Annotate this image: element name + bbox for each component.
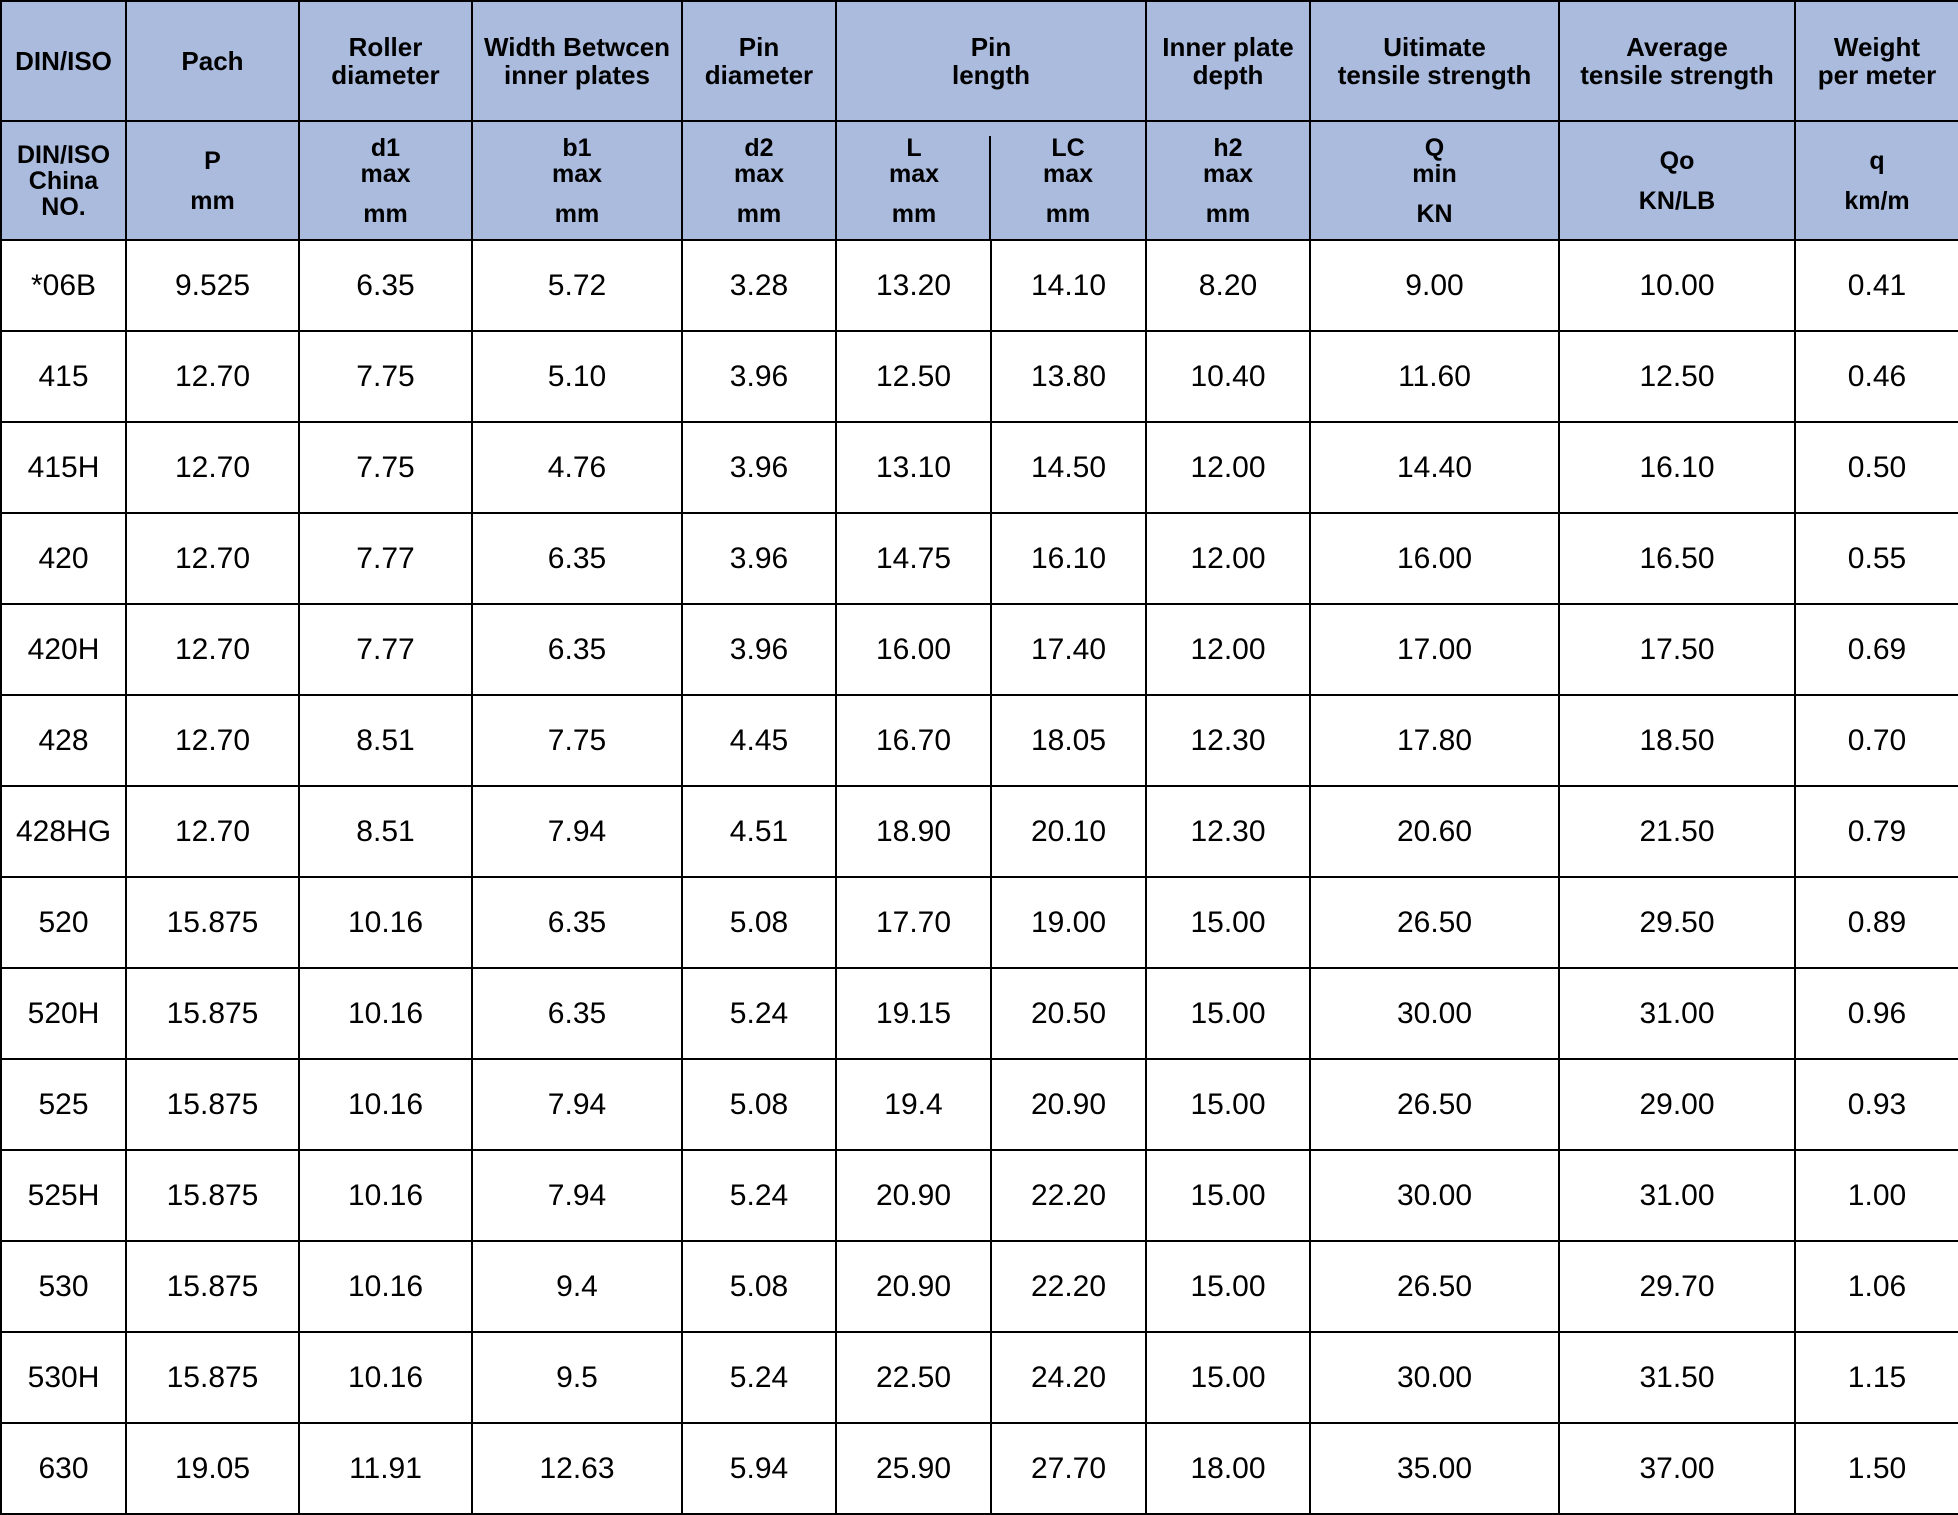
cell-average-strength: 16.10 [1559, 422, 1795, 513]
cell-pin-diameter: 5.08 [682, 1059, 836, 1150]
cell-inner-width: 12.63 [472, 1423, 682, 1514]
cell-pin-length-l: 19.4 [836, 1059, 991, 1150]
cell-average-strength: 31.00 [1559, 1150, 1795, 1241]
cell-inner-width: 5.10 [472, 331, 682, 422]
cell-average-strength: 16.50 [1559, 513, 1795, 604]
cell-roller-diameter: 10.16 [299, 877, 472, 968]
table-row [1, 1150, 1958, 1241]
cell-inner-width: 6.35 [472, 877, 682, 968]
cell-pitch: 19.05 [126, 1423, 299, 1514]
cell-roller-diameter: 7.77 [299, 513, 472, 604]
cell-pin-length-lc: 18.05 [991, 695, 1146, 786]
cell-pitch: 15.875 [126, 877, 299, 968]
cell-average-strength: 29.70 [1559, 1241, 1795, 1332]
cell-roller-diameter: 10.16 [299, 1059, 472, 1150]
cell-weight: 0.69 [1795, 604, 1958, 695]
table-row [1, 695, 1958, 786]
header-symbol-lc: LC max mm [991, 121, 1146, 240]
cell-pitch: 15.875 [126, 1241, 299, 1332]
table-row [1, 1423, 1958, 1514]
cell-pin-length-lc: 14.10 [991, 240, 1146, 331]
cell-pitch: 12.70 [126, 331, 299, 422]
cell-chain-no: 525 [1, 1059, 126, 1150]
table-row [1, 786, 1958, 877]
cell-ultimate-strength: 17.80 [1310, 695, 1559, 786]
cell-inner-width: 4.76 [472, 422, 682, 513]
cell-ultimate-strength: 30.00 [1310, 1150, 1559, 1241]
cell-pitch: 15.875 [126, 1332, 299, 1423]
cell-ultimate-strength: 14.40 [1310, 422, 1559, 513]
header-pin-diameter: Pin diameter [682, 1, 836, 121]
cell-pin-length-lc: 24.20 [991, 1332, 1146, 1423]
cell-pin-diameter: 3.28 [682, 240, 836, 331]
cell-ultimate-strength: 35.00 [1310, 1423, 1559, 1514]
header-symbol-q-min: Q min KN [1310, 121, 1559, 240]
cell-ultimate-strength: 16.00 [1310, 513, 1559, 604]
table-row [1, 513, 1958, 604]
cell-chain-no: 420 [1, 513, 126, 604]
cell-average-strength: 17.50 [1559, 604, 1795, 695]
cell-plate-depth: 15.00 [1146, 968, 1310, 1059]
cell-pin-length-l: 20.90 [836, 1150, 991, 1241]
cell-pin-length-lc: 22.20 [991, 1241, 1146, 1332]
cell-ultimate-strength: 20.60 [1310, 786, 1559, 877]
cell-pin-length-l: 12.50 [836, 331, 991, 422]
cell-roller-diameter: 8.51 [299, 786, 472, 877]
cell-average-strength: 12.50 [1559, 331, 1795, 422]
cell-plate-depth: 12.00 [1146, 604, 1310, 695]
cell-roller-diameter: 10.16 [299, 968, 472, 1059]
cell-roller-diameter: 8.51 [299, 695, 472, 786]
cell-pin-length-lc: 16.10 [991, 513, 1146, 604]
cell-weight: 0.79 [1795, 786, 1958, 877]
cell-ultimate-strength: 26.50 [1310, 877, 1559, 968]
cell-plate-depth: 12.00 [1146, 422, 1310, 513]
table-row [1, 604, 1958, 695]
cell-roller-diameter: 10.16 [299, 1241, 472, 1332]
cell-weight: 0.50 [1795, 422, 1958, 513]
cell-plate-depth: 15.00 [1146, 1241, 1310, 1332]
header-symbol-b1: b1 max mm [472, 121, 682, 240]
cell-pin-diameter: 5.24 [682, 968, 836, 1059]
cell-weight: 0.55 [1795, 513, 1958, 604]
cell-chain-no: 520H [1, 968, 126, 1059]
cell-plate-depth: 12.30 [1146, 695, 1310, 786]
table-row [1, 1059, 1958, 1150]
cell-weight: 0.93 [1795, 1059, 1958, 1150]
cell-chain-no: 520 [1, 877, 126, 968]
header-row-titles [1, 1, 1958, 121]
cell-pin-length-lc: 20.10 [991, 786, 1146, 877]
cell-average-strength: 21.50 [1559, 786, 1795, 877]
cell-pin-diameter: 3.96 [682, 331, 836, 422]
cell-plate-depth: 18.00 [1146, 1423, 1310, 1514]
cell-pitch: 12.70 [126, 422, 299, 513]
header-roller-diameter: Roller diameter [299, 1, 472, 121]
header-row-symbols [1, 121, 1958, 240]
header-inner-plate-depth: Inner plate depth [1146, 1, 1310, 121]
cell-inner-width: 7.94 [472, 786, 682, 877]
cell-inner-width: 9.4 [472, 1241, 682, 1332]
cell-roller-diameter: 7.75 [299, 331, 472, 422]
cell-pitch: 12.70 [126, 786, 299, 877]
cell-roller-diameter: 7.75 [299, 422, 472, 513]
cell-roller-diameter: 10.16 [299, 1332, 472, 1423]
cell-ultimate-strength: 17.00 [1310, 604, 1559, 695]
cell-weight: 1.15 [1795, 1332, 1958, 1423]
cell-chain-no: 530 [1, 1241, 126, 1332]
header-chain-number: DIN/ISO China NO. [1, 121, 126, 240]
cell-average-strength: 18.50 [1559, 695, 1795, 786]
header-symbol-d2: d2 max mm [682, 121, 836, 240]
cell-chain-no: 428 [1, 695, 126, 786]
cell-pin-diameter: 5.24 [682, 1150, 836, 1241]
cell-inner-width: 7.75 [472, 695, 682, 786]
cell-chain-no: 530H [1, 1332, 126, 1423]
table-row [1, 331, 1958, 422]
cell-ultimate-strength: 9.00 [1310, 240, 1559, 331]
cell-pin-diameter: 3.96 [682, 513, 836, 604]
cell-ultimate-strength: 11.60 [1310, 331, 1559, 422]
cell-ultimate-strength: 26.50 [1310, 1241, 1559, 1332]
cell-ultimate-strength: 30.00 [1310, 968, 1559, 1059]
cell-inner-width: 9.5 [472, 1332, 682, 1423]
cell-chain-no: 630 [1, 1423, 126, 1514]
cell-pin-diameter: 5.24 [682, 1332, 836, 1423]
cell-pin-length-l: 18.90 [836, 786, 991, 877]
cell-weight: 0.89 [1795, 877, 1958, 968]
cell-pitch: 15.875 [126, 1150, 299, 1241]
cell-chain-no: 415 [1, 331, 126, 422]
header-ultimate-tensile-strength: Uitimate tensile strength [1310, 1, 1559, 121]
cell-pin-length-l: 16.00 [836, 604, 991, 695]
cell-pitch: 9.525 [126, 240, 299, 331]
cell-weight: 1.50 [1795, 1423, 1958, 1514]
table-row [1, 968, 1958, 1059]
cell-ultimate-strength: 26.50 [1310, 1059, 1559, 1150]
cell-roller-diameter: 7.77 [299, 604, 472, 695]
header-pitch: Pach [126, 1, 299, 121]
cell-average-strength: 37.00 [1559, 1423, 1795, 1514]
cell-plate-depth: 8.20 [1146, 240, 1310, 331]
cell-pin-length-l: 19.15 [836, 968, 991, 1059]
cell-pin-length-lc: 13.80 [991, 331, 1146, 422]
cell-average-strength: 29.50 [1559, 877, 1795, 968]
cell-chain-no: 525H [1, 1150, 126, 1241]
cell-weight: 0.41 [1795, 240, 1958, 331]
cell-inner-width: 5.72 [472, 240, 682, 331]
cell-plate-depth: 12.00 [1146, 513, 1310, 604]
cell-chain-no: 420H [1, 604, 126, 695]
header-symbol-h2: h2 max mm [1146, 121, 1310, 240]
cell-pitch: 12.70 [126, 604, 299, 695]
cell-pin-length-lc: 22.20 [991, 1150, 1146, 1241]
cell-pin-length-lc: 14.50 [991, 422, 1146, 513]
cell-roller-diameter: 10.16 [299, 1150, 472, 1241]
header-din-iso: DIN/ISO [1, 1, 126, 121]
cell-inner-width: 6.35 [472, 604, 682, 695]
cell-pin-diameter: 5.08 [682, 1241, 836, 1332]
cell-inner-width: 6.35 [472, 968, 682, 1059]
cell-pin-length-lc: 17.40 [991, 604, 1146, 695]
cell-inner-width: 7.94 [472, 1150, 682, 1241]
cell-weight: 0.96 [1795, 968, 1958, 1059]
cell-weight: 1.00 [1795, 1150, 1958, 1241]
cell-pin-length-lc: 19.00 [991, 877, 1146, 968]
table-row [1, 877, 1958, 968]
header-weight-per-meter: Weight per meter [1795, 1, 1958, 121]
cell-pin-length-l: 17.70 [836, 877, 991, 968]
cell-pin-length-l: 22.50 [836, 1332, 991, 1423]
cell-pin-length-l: 13.10 [836, 422, 991, 513]
cell-weight: 0.70 [1795, 695, 1958, 786]
header-symbol-qo: Qo KN/LB [1559, 121, 1795, 240]
cell-pitch: 12.70 [126, 695, 299, 786]
cell-pin-length-l: 14.75 [836, 513, 991, 604]
cell-pin-diameter: 5.08 [682, 877, 836, 968]
cell-average-strength: 29.00 [1559, 1059, 1795, 1150]
cell-ultimate-strength: 30.00 [1310, 1332, 1559, 1423]
cell-pitch: 12.70 [126, 513, 299, 604]
cell-pin-length-l: 25.90 [836, 1423, 991, 1514]
table-row [1, 1332, 1958, 1423]
cell-pin-length-lc: 20.90 [991, 1059, 1146, 1150]
cell-roller-diameter: 11.91 [299, 1423, 472, 1514]
cell-chain-no: 415H [1, 422, 126, 513]
cell-inner-width: 7.94 [472, 1059, 682, 1150]
cell-average-strength: 31.00 [1559, 968, 1795, 1059]
cell-plate-depth: 15.00 [1146, 877, 1310, 968]
cell-plate-depth: 12.30 [1146, 786, 1310, 877]
cell-pin-length-l: 20.90 [836, 1241, 991, 1332]
header-symbol-p: P mm [126, 121, 299, 240]
cell-pin-length-lc: 20.50 [991, 968, 1146, 1059]
cell-pin-diameter: 4.45 [682, 695, 836, 786]
cell-pitch: 15.875 [126, 1059, 299, 1150]
cell-chain-no: 428HG [1, 786, 126, 877]
cell-plate-depth: 15.00 [1146, 1150, 1310, 1241]
table-row [1, 240, 1958, 331]
cell-inner-width: 6.35 [472, 513, 682, 604]
cell-pin-length-lc: 27.70 [991, 1423, 1146, 1514]
cell-pitch: 15.875 [126, 968, 299, 1059]
cell-pin-diameter: 5.94 [682, 1423, 836, 1514]
header-symbol-d1: d1 max mm [299, 121, 472, 240]
cell-plate-depth: 10.40 [1146, 331, 1310, 422]
cell-plate-depth: 15.00 [1146, 1059, 1310, 1150]
cell-roller-diameter: 6.35 [299, 240, 472, 331]
table-row [1, 1241, 1958, 1332]
cell-average-strength: 31.50 [1559, 1332, 1795, 1423]
cell-plate-depth: 15.00 [1146, 1332, 1310, 1423]
header-width-between-inner-plates: Width Betwcen inner plates [472, 1, 682, 121]
cell-pin-diameter: 4.51 [682, 786, 836, 877]
header-pin-length: Pin length [836, 1, 1146, 121]
cell-average-strength: 10.00 [1559, 240, 1795, 331]
table-row [1, 422, 1958, 513]
cell-pin-diameter: 3.96 [682, 422, 836, 513]
cell-pin-diameter: 3.96 [682, 604, 836, 695]
cell-pin-length-l: 13.20 [836, 240, 991, 331]
cell-weight: 0.46 [1795, 331, 1958, 422]
cell-weight: 1.06 [1795, 1241, 1958, 1332]
header-symbol-l: L max mm [836, 121, 991, 240]
header-average-tensile-strength: Average tensile strength [1559, 1, 1795, 121]
cell-pin-length-l: 16.70 [836, 695, 991, 786]
header-symbol-q-weight: q km/m [1795, 121, 1958, 240]
cell-chain-no: *06B [1, 240, 126, 331]
